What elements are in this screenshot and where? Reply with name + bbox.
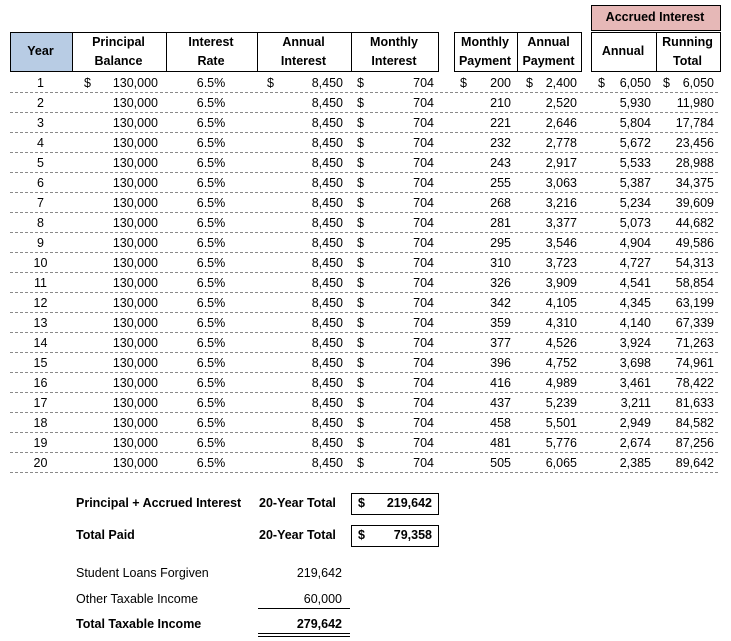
running-total-cell: 6,050 [682, 76, 714, 90]
accrued-annual-cell: 2,674 [619, 436, 651, 450]
annual-payment-cell: 5,776 [545, 436, 577, 450]
taxable-forgiven-label: Student Loans Forgiven [76, 566, 209, 580]
header-monthly-interest-line2: Interest [371, 54, 417, 68]
monthly-interest-cell: 704 [413, 336, 434, 350]
annual-payment-cell: 2,520 [545, 96, 577, 110]
taxable-total-double-underline [258, 633, 350, 637]
summary-total-paid-period: 20-Year Total [259, 528, 336, 542]
accrued-interest-group-label: Accrued Interest [605, 10, 705, 24]
rate-cell: 6.5% [196, 416, 226, 430]
currency-symbol: $ [357, 416, 364, 430]
monthly-interest-cell: 704 [413, 396, 434, 410]
principal-cell: 130,000 [112, 116, 158, 130]
running-total-cell: 54,313 [675, 256, 714, 270]
principal-cell: 130,000 [112, 196, 158, 210]
year-cell: 4 [37, 136, 44, 150]
accrued-annual-cell: 3,698 [619, 356, 651, 370]
currency-symbol: $ [357, 336, 364, 350]
summary-total-paid-value: 79,358 [393, 528, 432, 542]
monthly-payment-cell: 377 [490, 336, 511, 350]
monthly-interest-cell: 704 [413, 436, 434, 450]
running-total-cell: 67,339 [675, 316, 714, 330]
monthly-interest-cell: 704 [413, 196, 434, 210]
currency-symbol: $ [357, 376, 364, 390]
annual-interest-cell: 8,450 [311, 336, 343, 350]
annual-payment-cell: 3,216 [545, 196, 577, 210]
monthly-payment-cell: 268 [490, 196, 511, 210]
year-cell: 18 [33, 416, 48, 430]
header-annual-interest-line2: Interest [280, 54, 327, 68]
accrued-annual-cell: 5,387 [619, 176, 651, 190]
principal-cell: 130,000 [112, 136, 158, 150]
header-accrued-annual-label: Annual [601, 44, 645, 58]
accrued-annual-cell: 3,924 [619, 336, 651, 350]
running-total-cell: 81,633 [675, 396, 714, 410]
annual-payment-cell: 2,917 [545, 156, 577, 170]
monthly-payment-cell: 359 [490, 316, 511, 330]
accrued-annual-cell: 2,949 [619, 416, 651, 430]
running-total-cell: 28,988 [675, 156, 714, 170]
accrued-annual-cell: 6,050 [619, 76, 651, 90]
monthly-payment-cell: 437 [490, 396, 511, 410]
year-cell: 11 [34, 276, 47, 290]
annual-payment-cell: 4,526 [545, 336, 577, 350]
currency-symbol: $ [357, 136, 364, 150]
header-principal-line2: Balance [94, 54, 143, 68]
annual-payment-cell: 5,239 [545, 396, 577, 410]
principal-cell: 130,000 [112, 276, 158, 290]
annual-payment-cell: 5,501 [545, 416, 577, 430]
monthly-interest-cell: 704 [413, 316, 434, 330]
accrued-annual-cell: 5,073 [619, 216, 651, 230]
monthly-interest-cell: 704 [413, 76, 434, 90]
header-annual-payment-line2: Payment [522, 54, 575, 68]
annual-interest-cell: 8,450 [311, 356, 343, 370]
header-monthly-payment-line1: Monthly [461, 35, 509, 49]
rate-cell: 6.5% [196, 256, 226, 270]
rate-cell: 6.5% [196, 316, 226, 330]
principal-cell: 130,000 [112, 176, 158, 190]
accrued-annual-cell: 5,234 [619, 196, 651, 210]
rate-cell: 6.5% [196, 436, 226, 450]
summary-principal-accrued-label: Principal + Accrued Interest [76, 496, 242, 510]
taxable-other-label: Other Taxable Income [76, 592, 199, 606]
taxable-total-label: Total Taxable Income [76, 617, 202, 631]
monthly-payment-cell: 505 [490, 456, 511, 470]
year-cell: 20 [33, 456, 48, 470]
running-total-cell: 87,256 [675, 436, 714, 450]
principal-cell: 130,000 [112, 216, 158, 230]
annual-payment-cell: 3,063 [545, 176, 577, 190]
year-cell: 8 [37, 216, 44, 230]
annual-payment-cell: 4,105 [545, 296, 577, 310]
principal-cell: 130,000 [112, 96, 158, 110]
accrued-annual-cell: 3,461 [619, 376, 651, 390]
monthly-payment-cell: 295 [490, 236, 511, 250]
currency-symbol: $ [357, 316, 364, 330]
currency-symbol: $ [267, 76, 274, 90]
principal-cell: 130,000 [112, 296, 158, 310]
principal-cell: 130,000 [112, 236, 158, 250]
annual-interest-cell: 8,450 [311, 316, 343, 330]
year-cell: 9 [37, 236, 44, 250]
taxable-total-value: 279,642 [296, 617, 342, 631]
principal-cell: 130,000 [112, 356, 158, 370]
principal-cell: 130,000 [112, 76, 158, 90]
annual-interest-cell: 8,450 [311, 176, 343, 190]
currency-symbol: $ [526, 76, 533, 90]
rate-cell: 6.5% [196, 156, 226, 170]
monthly-interest-cell: 704 [413, 456, 434, 470]
running-total-cell: 78,422 [675, 376, 714, 390]
rate-cell: 6.5% [196, 276, 226, 290]
currency-symbol: $ [357, 436, 364, 450]
annual-payment-cell: 4,752 [545, 356, 577, 370]
monthly-payment-cell: 326 [490, 276, 511, 290]
year-cell: 13 [33, 316, 48, 330]
year-cell: 10 [33, 256, 48, 270]
annual-interest-cell: 8,450 [311, 436, 343, 450]
year-cell: 17 [33, 396, 48, 410]
monthly-payment-cell: 221 [490, 116, 511, 130]
summary-total-paid-currency: $ [358, 528, 365, 542]
principal-cell: 130,000 [112, 156, 158, 170]
accrued-annual-cell: 2,385 [619, 456, 651, 470]
running-total-cell: 17,784 [675, 116, 714, 130]
currency-symbol: $ [357, 456, 364, 470]
annual-payment-cell: 6,065 [545, 456, 577, 470]
accrued-annual-cell: 4,140 [619, 316, 651, 330]
running-total-cell: 89,642 [675, 456, 714, 470]
rate-cell: 6.5% [196, 356, 226, 370]
monthly-interest-cell: 704 [413, 156, 434, 170]
monthly-interest-cell: 704 [413, 356, 434, 370]
rate-cell: 6.5% [196, 376, 226, 390]
annual-payment-cell: 2,646 [545, 116, 577, 130]
year-cell: 2 [37, 96, 44, 110]
accrued-annual-cell: 5,672 [619, 136, 651, 150]
header-rate-line1: Interest [188, 35, 234, 49]
annual-payment-cell: 2,400 [545, 76, 577, 90]
rate-cell: 6.5% [196, 176, 226, 190]
taxable-subtotal-underline [258, 608, 350, 609]
currency-symbol: $ [357, 176, 364, 190]
annual-payment-cell: 4,989 [545, 376, 577, 390]
annual-interest-cell: 8,450 [311, 376, 343, 390]
rate-cell: 6.5% [196, 216, 226, 230]
monthly-interest-cell: 704 [413, 176, 434, 190]
running-total-cell: 44,682 [675, 216, 714, 230]
year-cell: 14 [33, 336, 48, 350]
annual-interest-cell: 8,450 [311, 96, 343, 110]
monthly-interest-cell: 704 [413, 256, 434, 270]
accrued-annual-cell: 4,541 [619, 276, 651, 290]
currency-symbol: $ [357, 396, 364, 410]
rate-cell: 6.5% [196, 396, 226, 410]
monthly-payment-cell: 255 [490, 176, 511, 190]
annual-payment-cell: 3,377 [545, 216, 577, 230]
currency-symbol: $ [460, 76, 467, 90]
year-cell: 7 [37, 196, 44, 210]
principal-cell: 130,000 [112, 396, 158, 410]
annual-payment-cell: 2,778 [545, 136, 577, 150]
header-annual-payment-line1: Annual [527, 35, 570, 49]
running-total-cell: 84,582 [675, 416, 714, 430]
annual-interest-cell: 8,450 [311, 136, 343, 150]
year-cell: 12 [33, 296, 48, 310]
monthly-interest-cell: 704 [413, 116, 434, 130]
header-monthly-payment-line2: Payment [458, 54, 512, 68]
rate-cell: 6.5% [196, 76, 226, 90]
monthly-payment-cell: 310 [490, 256, 511, 270]
monthly-payment-cell: 210 [490, 96, 511, 110]
monthly-interest-cell: 704 [413, 276, 434, 290]
principal-cell: 130,000 [112, 376, 158, 390]
monthly-payment-cell: 416 [490, 376, 511, 390]
principal-cell: 130,000 [112, 316, 158, 330]
running-total-cell: 63,199 [675, 296, 714, 310]
annual-interest-cell: 8,450 [311, 196, 343, 210]
monthly-interest-cell: 704 [413, 416, 434, 430]
currency-symbol: $ [357, 256, 364, 270]
currency-symbol: $ [357, 276, 364, 290]
running-total-cell: 71,263 [675, 336, 714, 350]
rate-cell: 6.5% [196, 456, 226, 470]
currency-symbol: $ [663, 76, 670, 90]
year-cell: 5 [37, 156, 44, 170]
header-rate-line2: Rate [197, 54, 225, 68]
currency-symbol: $ [357, 196, 364, 210]
monthly-payment-cell: 200 [490, 76, 511, 90]
annual-interest-cell: 8,450 [311, 296, 343, 310]
accrued-annual-cell: 4,727 [619, 256, 651, 270]
running-total-cell: 11,980 [676, 96, 714, 110]
currency-symbol: $ [357, 236, 364, 250]
taxable-other-value: 60,000 [303, 592, 342, 606]
annual-payment-cell: 3,909 [545, 276, 577, 290]
year-cell: 19 [33, 436, 48, 450]
monthly-payment-cell: 342 [490, 296, 511, 310]
year-cell: 15 [33, 356, 48, 370]
principal-cell: 130,000 [112, 436, 158, 450]
year-cell: 1 [37, 76, 44, 90]
rate-cell: 6.5% [196, 236, 226, 250]
rate-cell: 6.5% [196, 196, 226, 210]
header-annual-interest-line1: Annual [282, 35, 325, 49]
summary-principal-accrued-period: 20-Year Total [259, 496, 336, 510]
currency-symbol: $ [357, 76, 364, 90]
monthly-interest-cell: 704 [413, 376, 434, 390]
annual-payment-cell: 3,546 [545, 236, 577, 250]
header-year-label: Year [27, 44, 54, 58]
monthly-payment-cell: 481 [490, 436, 511, 450]
monthly-payment-cell: 281 [490, 216, 511, 230]
monthly-interest-cell: 704 [413, 236, 434, 250]
currency-symbol: $ [357, 356, 364, 370]
monthly-interest-cell: 704 [413, 216, 434, 230]
summary-principal-accrued-currency: $ [358, 496, 365, 510]
annual-interest-cell: 8,450 [311, 396, 343, 410]
accrued-annual-cell: 5,533 [619, 156, 651, 170]
annual-interest-cell: 8,450 [311, 276, 343, 290]
summary-principal-accrued-value: 219,642 [386, 496, 432, 510]
running-total-cell: 58,854 [675, 276, 714, 290]
header-principal-line1: Principal [92, 35, 145, 49]
year-cell: 3 [37, 116, 44, 130]
annual-interest-cell: 8,450 [311, 116, 343, 130]
principal-cell: 130,000 [112, 416, 158, 430]
currency-symbol: $ [357, 296, 364, 310]
annual-payment-cell: 3,723 [545, 256, 577, 270]
rate-cell: 6.5% [196, 96, 226, 110]
rate-cell: 6.5% [196, 116, 226, 130]
header-running-total-line2: Total [673, 54, 702, 68]
running-total-cell: 39,609 [675, 196, 714, 210]
accrued-annual-cell: 5,804 [619, 116, 651, 130]
row-divider [10, 472, 718, 473]
currency-symbol: $ [84, 76, 91, 90]
monthly-interest-cell: 704 [413, 136, 434, 150]
annual-interest-cell: 8,450 [311, 236, 343, 250]
accrued-annual-cell: 5,930 [619, 96, 651, 110]
currency-symbol: $ [357, 156, 364, 170]
running-total-cell: 74,961 [675, 356, 714, 370]
annual-interest-cell: 8,450 [311, 216, 343, 230]
currency-symbol: $ [357, 216, 364, 230]
header-running-total-line1: Running [662, 35, 713, 49]
monthly-interest-cell: 704 [413, 296, 434, 310]
accrued-annual-cell: 4,904 [619, 236, 651, 250]
annual-interest-cell: 8,450 [311, 156, 343, 170]
rate-cell: 6.5% [196, 336, 226, 350]
rate-cell: 6.5% [196, 136, 226, 150]
monthly-payment-cell: 458 [490, 416, 511, 430]
annual-interest-cell: 8,450 [311, 416, 343, 430]
running-total-cell: 23,456 [675, 136, 714, 150]
running-total-cell: 49,586 [675, 236, 714, 250]
accrued-annual-cell: 4,345 [619, 296, 651, 310]
running-total-cell: 34,375 [675, 176, 714, 190]
principal-cell: 130,000 [112, 256, 158, 270]
taxable-forgiven-value: 219,642 [296, 566, 342, 580]
monthly-payment-cell: 243 [490, 156, 511, 170]
principal-cell: 130,000 [112, 456, 158, 470]
header-monthly-interest-line1: Monthly [370, 35, 418, 49]
monthly-payment-cell: 232 [490, 136, 511, 150]
year-cell: 6 [37, 176, 44, 190]
monthly-payment-cell: 396 [490, 356, 511, 370]
annual-interest-cell: 8,450 [311, 256, 343, 270]
currency-symbol: $ [598, 76, 605, 90]
annual-interest-cell: 8,450 [311, 76, 343, 90]
annual-interest-cell: 8,450 [311, 456, 343, 470]
currency-symbol: $ [357, 116, 364, 130]
currency-symbol: $ [357, 96, 364, 110]
year-cell: 16 [33, 376, 48, 390]
principal-cell: 130,000 [112, 336, 158, 350]
summary-total-paid-label: Total Paid [76, 528, 135, 542]
accrued-annual-cell: 3,211 [620, 396, 651, 410]
monthly-interest-cell: 704 [413, 96, 434, 110]
annual-payment-cell: 4,310 [545, 316, 577, 330]
rate-cell: 6.5% [196, 296, 226, 310]
